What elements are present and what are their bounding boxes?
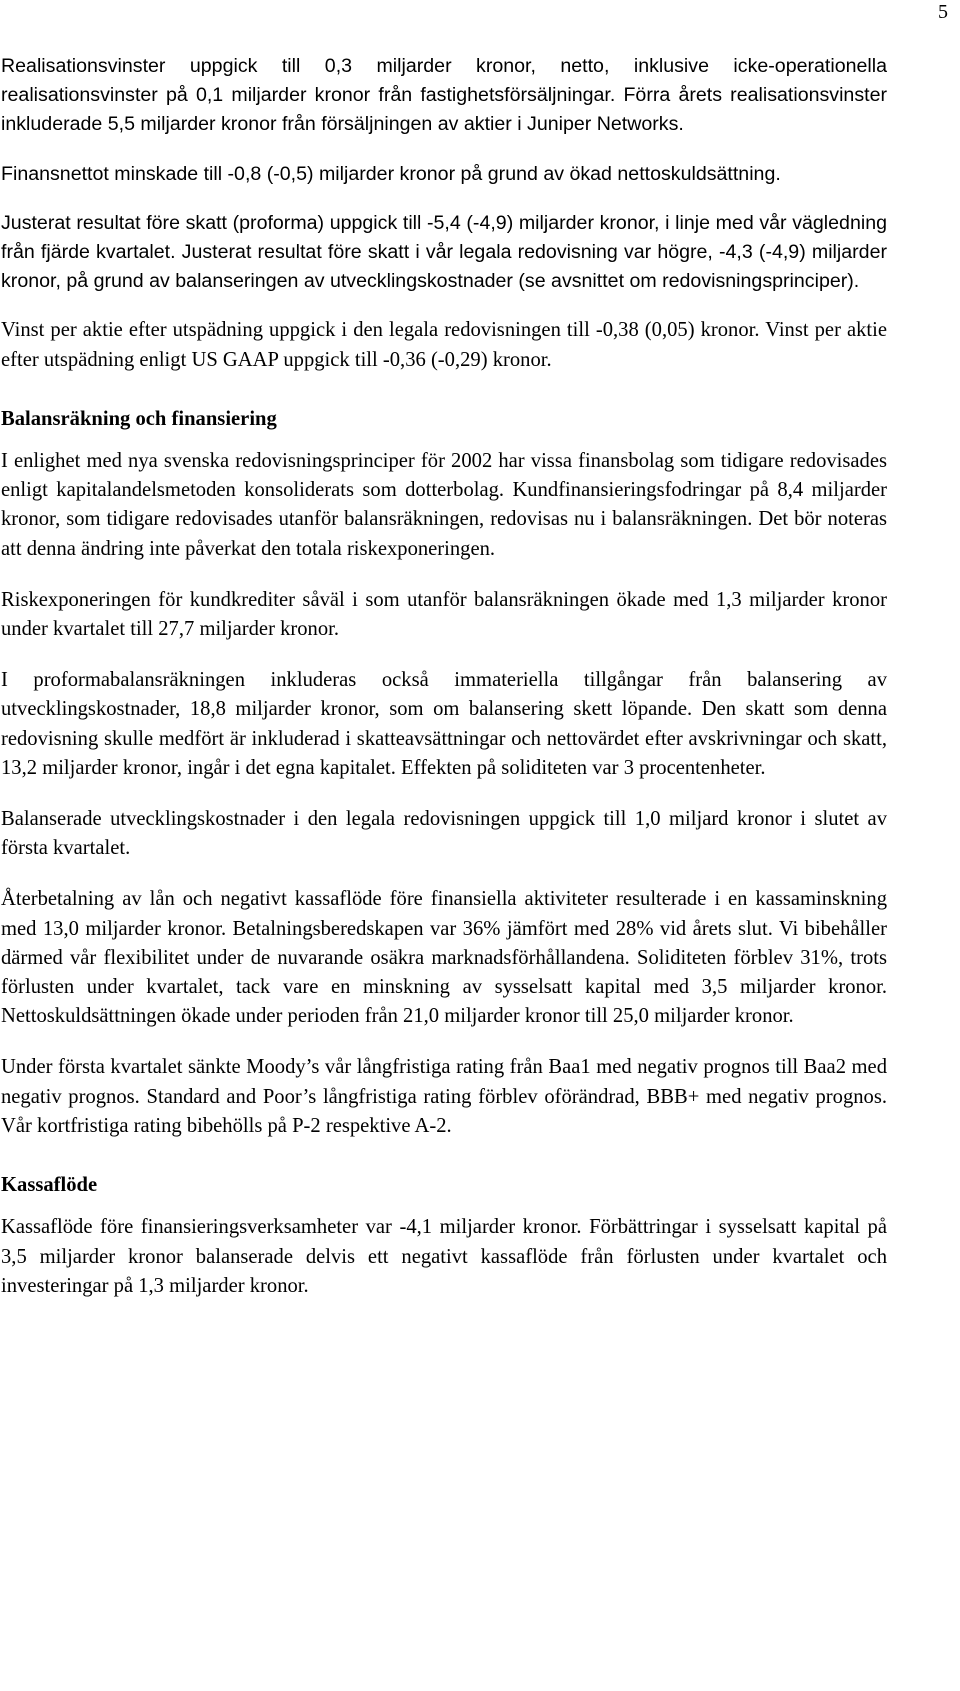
paragraph-accounting-principles: I enlighet med nya svenska redovisningsprinciper för 2002 har vissa finansbolag som tidigare redovisades enligt kapitalandelsmetoden konsoliderats som dotterbolag. Kundfinansieringsfodringar på 8,4 miljarder kronor, som tidigare redovisades utanför balansräkningen, redovisas nu i balansräkningen. Det bör noteras att denna ändring inte påverkat den totala riskexponeringen. bbox=[1, 450, 887, 560]
document-body bbox=[1, 52, 887, 1301]
paragraph-adjusted-result: Justerat resultat före skatt (proforma) uppgick till -5,4 (-4,9) miljarder kronor, i linje med vår vägledning från fjärde kvartalet. Justerat resultat före skatt i vår legala redovisning var högre, -4,3 (-4,9) miljarder kronor, på grund av balanseringen av utvecklingskostnader (se avsnittet om redovisningsprinciper). bbox=[1, 211, 887, 293]
paragraph-risk-exposure: Riskexponeringen för kundkrediter såväl i som utanför balansräkningen ökade med 1,3 miljarder kronor under kvartalet till 27,7 miljarder kronor. bbox=[1, 588, 887, 641]
heading-cash-flow: Kassaflöde bbox=[1, 1174, 98, 1197]
paragraph-credit-rating: Under första kvartalet sänkte Moody’s vår långfristiga rating från Baa1 med negativ prognos till Baa2 med negativ prognos. Standard and Poor’s långfristiga rating förblev oförändrad, BBB+ med negativ prognos. Vår kortfristiga rating bibehölls på P-2 respektive A-2. bbox=[1, 1056, 887, 1137]
page-number: 5 bbox=[938, 1, 948, 23]
heading-balance-sheet: Balansräkning och finansiering bbox=[1, 407, 277, 430]
paragraph-liquidity: Återbetalning av lån och negativt kassaflöde före finansiella aktiviteter resulterade i en kassaminskning med 13,0 miljarder kronor. Betalningsberedskapen var 36% jämfört med 28% vid årets slut. Vi bibehåller därmed vår flexibilitet under de nuvarande osäkra marknadsförhållandena. Soliditeten förblev 31%, trots förlusten under kvartalet, tack vare en minskning av sysselsatt kapital med 3,5 miljarder kronor. Nettoskuldsättningen ökade under perioden från 21,0 miljarder kronor till 25,0 miljarder kronor. bbox=[1, 888, 887, 1028]
paragraph-cash-flow: Kassaflöde före finansieringsverksamheter var -4,1 miljarder kronor. Förbättringar i sysselsatt kapital på 3,5 miljarder kronor balanserade delvis ett negativt kassaflöde från förlusten under kvartalet och investeringar på 1,3 miljarder kronor. bbox=[1, 1216, 887, 1297]
paragraph-net-financial: Finansnettot minskade till -0,8 (-0,5) miljarder kronor på grund av ökad nettoskuldsättning. bbox=[1, 162, 781, 185]
paragraph-capitalized-development: Balanserade utvecklingskostnader i den legala redovisningen uppgick till 1,0 miljard kronor i slutet av första kvartalet. bbox=[1, 808, 887, 860]
paragraph-realisation-gains: Realisationsvinster uppgick till 0,3 miljarder kronor, netto, inklusive icke-operationella realisationsvinster på 0,1 miljarder kronor från fastighetsförsäljningar. Förra årets realisationsvinster inkluderade 5,5 miljarder kronor från försäljningen av aktier i Juniper Networks. bbox=[1, 55, 887, 136]
paragraph-proforma-balance: I proformabalansräkningen inkluderas också immateriella tillgångar från balansering av utvecklingskostnader, 18,8 miljarder kronor, som om balansering skett löpande. Den skatt som denna redovisning skulle medfört är inkluderad i skatteavsättningar och nettovärdet efter avskrivningar och skatt, 13,2 miljarder kronor, ingår i det egna kapitalet. Effekten på soliditeten var 3 procentenheter. bbox=[1, 669, 887, 779]
paragraph-earnings-per-share: Vinst per aktie efter utspädning uppgick i den legala redovisningen till -0,38 (0,05) kronor. Vinst per aktie efter utspädning enligt US GAAP uppgick till -0,36 (-0,29) kronor. bbox=[1, 319, 887, 371]
